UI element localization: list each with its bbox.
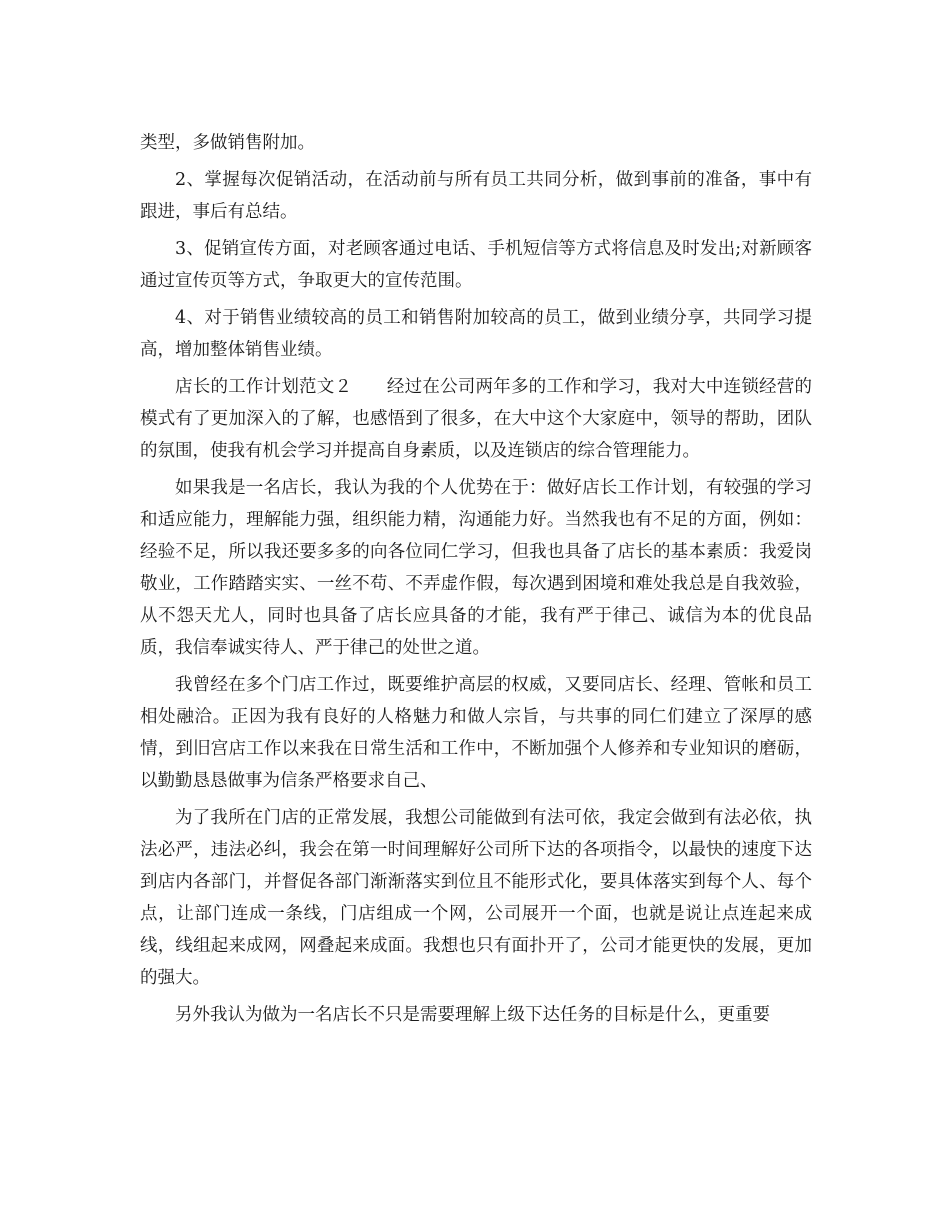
paragraph-6: 如果我是一名店长，我认为我的个人优势在于：做好店长工作计划，有较强的学习和适应能力，理解能力强，组织能力精，沟通能力好。当然我也有不足的方面，例如：经验不足，所以我还要多多的向各位同仁学习，但我也具备了店长的基本素质：我爱岗敬业，工作踏踏实实、一丝不苟、不弄虚作假，每次遇到困境和难处我总是自我效验，从不怨天尤人，同时也具备了店长应具备的才能，我有严于律己、诚信为本的优良品质，我信奉诚实待人、严于律己的处世之道。: [140, 478, 812, 658]
paragraph-5: 店长的工作计划范文２ 经过在公司两年多的工作和学习，我对大中连锁经营的模式有了更加深入的了解，也感悟到了很多，在大中这个大家庭中，领导的帮助，团队的氛围，使我有机会学习并提高自身素质，以及连锁店的综合管理能力。: [140, 377, 812, 461]
paragraph-8: 为了我所在门店的正常发展，我想公司能做到有法可依，我定会做到有法必依，执法必严，违法必纠，我会在第一时间理解好公司所下达的各项指令，以最快的速度下达到店内各部门，并督促各部门渐渐落实到位且不能形式化，要具体落实到每个人、每个点，让部门连成一条线，门店组成一个网，公司展开一个面，也就是说让点连起来成线，线组起来成网，网叠起来成面。我想也只有面扑开了，公司才能更快的发展，更加的强大。: [140, 808, 812, 988]
paragraph-2: 2、掌握每次促销活动，在活动前与所有员工共同分析，做到事前的准备，事中有跟进，事后有总结。: [140, 170, 812, 222]
document-body: [140, 127, 812, 1036]
paragraph-7: 我曾经在多个门店工作过，既要维护高层的权威，又要同店长、经理、管帐和员工相处融洽。正因为我有良好的人格魅力和做人宗旨，与共事的同仁们建立了深厚的感情，到旧宫店工作以来我在日常生活和工作中，不断加强个人修养和专业知识的磨砺，以勤勤恳恳做事为信条严格要求自己、: [140, 675, 812, 791]
paragraph-1: 类型，多做销售附加。: [140, 133, 315, 153]
paragraph-4: 4、对于销售业绩较高的员工和销售附加较高的员工，做到业绩分享，共同学习提高，增加整体销售业绩。: [140, 308, 812, 360]
paragraph-3: 3、促销宣传方面，对老顾客通过电话、手机短信等方式将信息及时发出;对新顾客通过宣传页等方式，争取更大的宣传范围。: [140, 239, 812, 291]
paragraph-9: 另外我认为做为一名店长不只是需要理解上级下达任务的目标是什么，更重要: [175, 1005, 770, 1025]
